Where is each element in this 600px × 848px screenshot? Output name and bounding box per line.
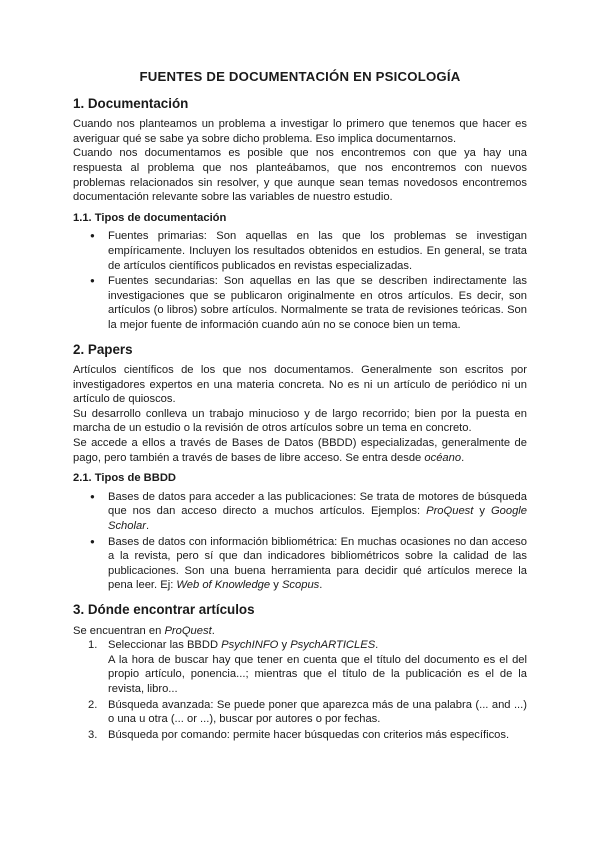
paragraph: Cuando nos documentamos es posible que nos encontremos con que ya hay una respuesta al problema que nos planteábamos, que nos encontremos con nuevos problemas relacionados sin resolver, y que aunque sean temas novedosos encontremos documentación relevante sobre las variables de nuestro estudio. bbox=[73, 147, 527, 204]
list-item: 3. Búsqueda por comando: permite hacer búsquedas con criterios más específicos. bbox=[88, 728, 510, 741]
paragraph: Su desarrollo conlleva un trabajo minucioso y de largo recorrido; bien por la puesta en marcha de un estudio o la revisión de otros artículos sobre un tema en concreto. bbox=[73, 407, 527, 435]
list-item: 2. Búsqueda avanzada: Se puede poner que aparezca más de una palabra (... and ...) o una u otra (... or ...), buscar por autores o por fechas. bbox=[88, 698, 527, 726]
section-documentacion bbox=[73, 97, 527, 333]
bullet-list bbox=[73, 490, 527, 593]
list-item: ● Bases de datos para acceder a las publicaciones: Se trata de motores de búsqueda que nos dan acceso directo a muchos artículos. Ejemplos: ProQuest y Google Scholar. bbox=[108, 490, 527, 534]
paragraph: Se encuentran en ProQuest. bbox=[73, 624, 215, 637]
paragraph: Artículos científicos de los que nos documentamos. Generalmente son escritos por investigadores expertos en una materia concreta. No es ni un artículo de periódico ni un artículo de quioscos. bbox=[73, 364, 527, 406]
bullet-list bbox=[73, 229, 527, 332]
paragraph: Se accede a ellos a través de Bases de Datos (BBDD) especializadas, generalmente de pago, pero también a través de bases de libre acceso. Se entra desde océano. bbox=[73, 437, 527, 464]
paragraph: Cuando nos planteamos un problema a investigar lo primero que tenemos que hacer es averiguar qué se sabe ya sobre dicho problema. Eso implica documentarnos. bbox=[73, 118, 527, 145]
document-title: FUENTES DE DOCUMENTACIÓN EN PSICOLOGÍA bbox=[139, 69, 461, 84]
subsection-tipos-documentacion bbox=[73, 211, 527, 333]
section-heading: 2. Papers bbox=[73, 341, 133, 357]
numbered-list bbox=[73, 638, 527, 742]
subsection-heading: 2.1. Tipos de BBDD bbox=[73, 472, 176, 485]
subsection-tipos-bbdd bbox=[73, 471, 527, 593]
list-item: ● Fuentes primarias: Son aquellas en las que los problemas se investigan empíricamente. Incluyen los resultados obtenidos en estudios. En general, se trata de artículos científicos publicados en revistas especializadas. bbox=[108, 229, 527, 273]
list-item: ● Bases de datos con información bibliométrica: En muchas ocasiones no dan acceso a la revista, pero sí que dan indicadores bibliométricos sobre la calidad de las publicaciones. Son una buena herramienta para decidir qué artículos merece la pena leer. Ej: Web of Knowledge y Scopus. bbox=[108, 535, 527, 593]
subsection-heading: 1.1. Tipos de documentación bbox=[73, 211, 227, 224]
section-heading: 3. Dónde encontrar artículos bbox=[73, 602, 255, 617]
list-item: ● Fuentes secundarias: Son aquellas en las que se describen indirectamente las investigaciones que se publicaron originalmente en otros artículos. Es decir, son artículos (o libros) sobre artículos. Normalmente se trata de revisiones teóricas. Son la mejor fuente de información cuando aún no se conoce bien un tema. bbox=[108, 274, 527, 332]
section-heading: 1. Documentación bbox=[73, 95, 189, 111]
list-item: 1. Seleccionar las BBDD PsychINFO y PsychARTICLES. A la hora de buscar hay que tener en cuenta que el título del documento es el del propio artículo, ponencia...; mientras que el título de la publicación es el de la revista, libro... bbox=[88, 639, 527, 695]
section-donde-encontrar bbox=[73, 603, 527, 742]
section-papers bbox=[73, 343, 527, 594]
